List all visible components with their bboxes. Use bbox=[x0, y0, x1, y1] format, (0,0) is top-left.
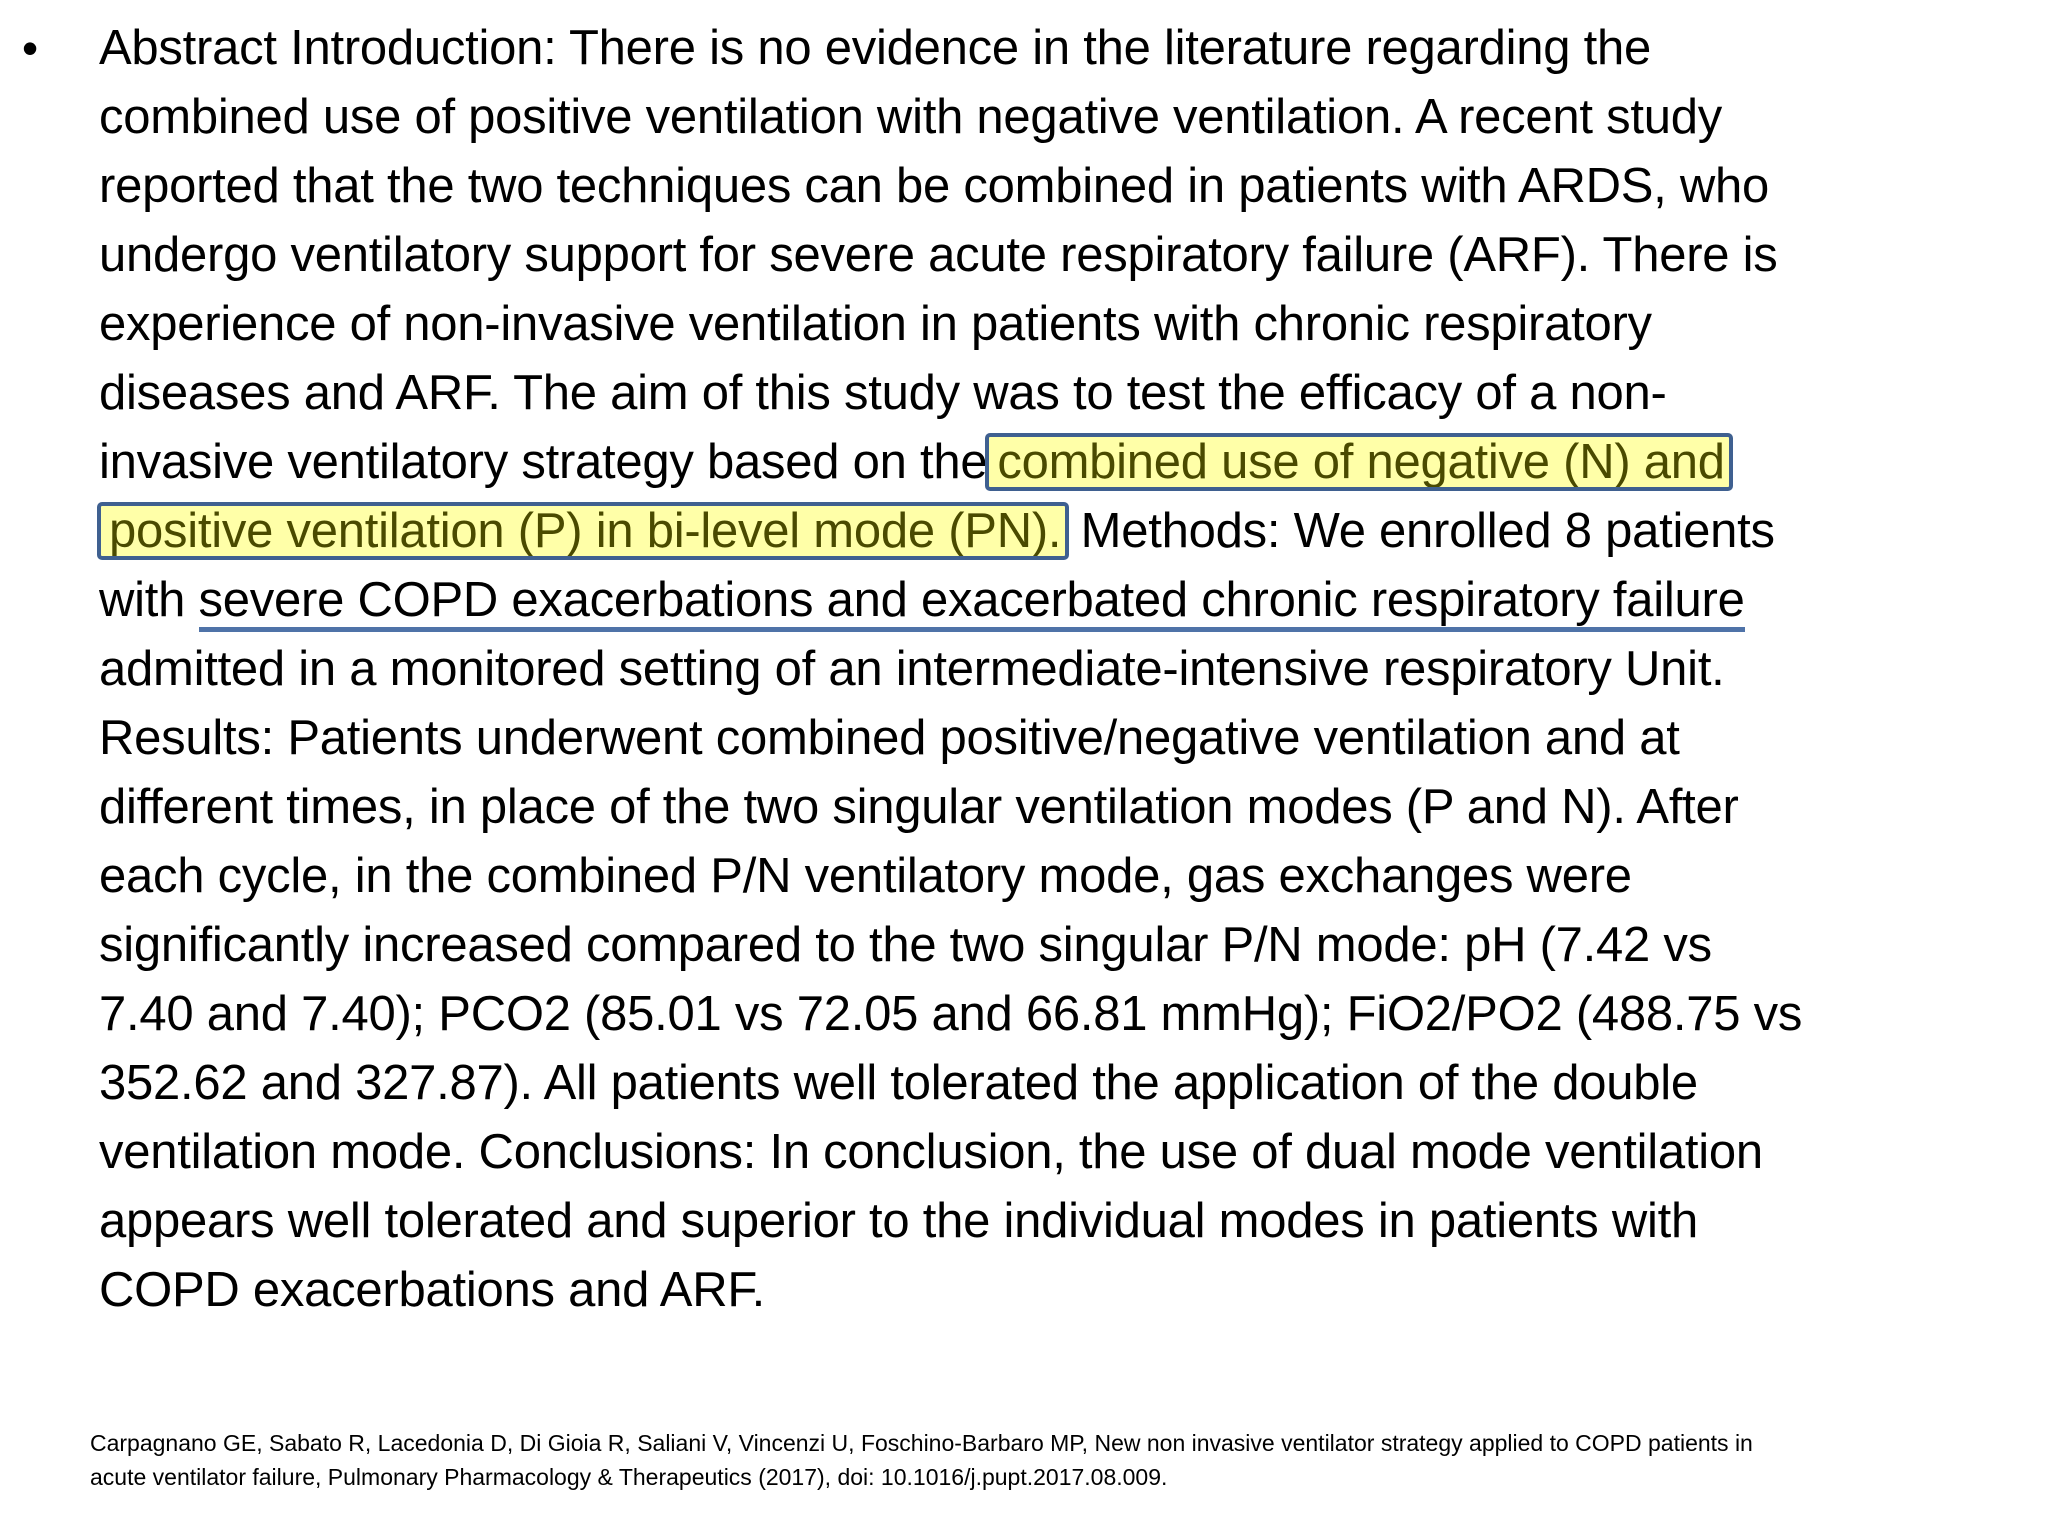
abstract-line-5: experience of non-invasive ventilation in patients with chronic respiratory bbox=[99, 297, 1652, 351]
abstract-line-7 bbox=[99, 428, 2048, 497]
abstract-line-13: each cycle, in the combined P/N ventilatory mode, gas exchanges were bbox=[99, 849, 1632, 903]
abstract-line-14: significantly increased compared to the two singular P/N mode: pH (7.42 vs bbox=[99, 918, 1712, 972]
abstract-line-1: Abstract Introduction: There is no evidence in the literature regarding the bbox=[99, 21, 1651, 75]
abstract-line-4: undergo ventilatory support for severe acute respiratory failure (ARF). There is bbox=[99, 228, 1778, 282]
abstract-line-12: different times, in place of the two singular ventilation modes (P and N). After bbox=[99, 780, 1739, 834]
abstract-line-8 bbox=[99, 497, 2048, 566]
abstract-line-11: Results: Patients underwent combined positive/negative ventilation and at bbox=[99, 711, 1680, 765]
abstract-line-15: 7.40 and 7.40); PCO2 (85.01 vs 72.05 and 66.81 mmHg); FiO2/PO2 (488.75 vs bbox=[99, 987, 1803, 1041]
abstract-line-2: combined use of positive ventilation with negative ventilation. A recent study bbox=[99, 90, 1722, 144]
abstract-line-17: ventilation mode. Conclusions: In conclusion, the use of dual mode ventilation bbox=[99, 1125, 1763, 1179]
bullet-point: • bbox=[22, 22, 39, 74]
abstract-line-8-text: Methods: We enrolled 8 patients bbox=[1067, 504, 1775, 558]
underlined-phrase: severe COPD exacerbations and exacerbated chronic respiratory failure bbox=[199, 573, 1745, 632]
citation-line-1: Carpagnano GE, Sabato R, Lacedonia D, Di Gioia R, Saliani V, Vincenzi U, Foschino-Barbaro MP, New non invasive ventilator strategy applied to COPD patients in bbox=[90, 1430, 1753, 1456]
abstract-line-6: diseases and ARF. The aim of this study was to test the efficacy of a non- bbox=[99, 366, 1667, 420]
abstract-line-19: COPD exacerbations and ARF. bbox=[99, 1263, 765, 1317]
abstract-line-18: appears well tolerated and superior to the individual modes in patients with bbox=[99, 1194, 1698, 1248]
highlight-box-2: positive ventilation (P) in bi-level mode (PN). bbox=[99, 504, 1067, 558]
abstract-line-9-text: with bbox=[99, 573, 199, 627]
citation-line-2: acute ventilator failure, Pulmonary Pharmacology & Therapeutics (2017), doi: 10.1016/j.pupt.2017.08.009. bbox=[90, 1464, 1168, 1490]
abstract-line-10: admitted in a monitored setting of an intermediate-intensive respiratory Unit. bbox=[99, 642, 1725, 696]
abstract-line-9 bbox=[99, 566, 2048, 635]
abstract-text bbox=[99, 14, 2048, 1325]
abstract-line-16: 352.62 and 327.87). All patients well tolerated the application of the double bbox=[99, 1056, 1698, 1110]
citation bbox=[90, 1426, 2000, 1494]
abstract-line-7-text: invasive ventilatory strategy based on the bbox=[99, 435, 988, 489]
highlight-box-1: combined use of negative (N) and bbox=[987, 435, 1730, 489]
abstract-line-3: reported that the two techniques can be combined in patients with ARDS, who bbox=[99, 159, 1770, 213]
